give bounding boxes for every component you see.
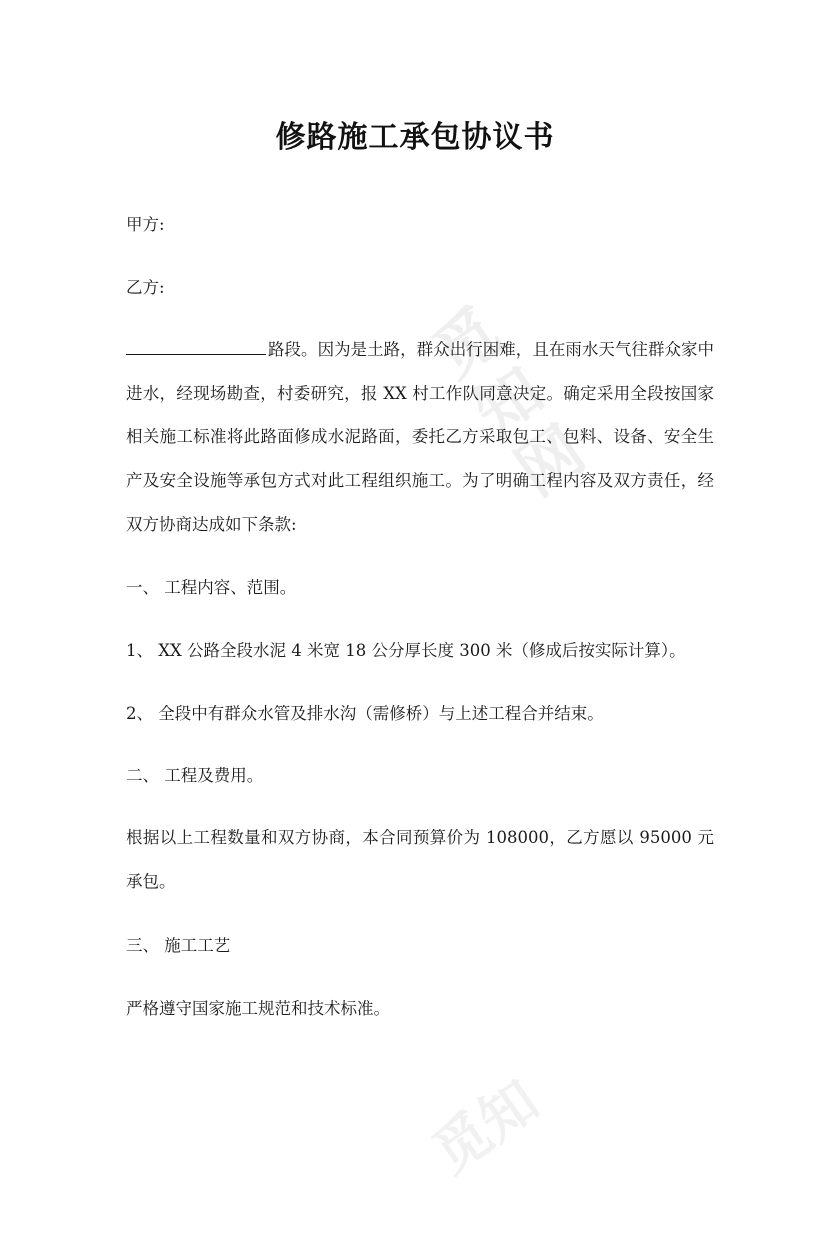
document-title: 修路施工承包协议书 bbox=[275, 120, 555, 155]
section-3-heading: 三、 施工工艺 bbox=[126, 936, 231, 955]
section-1-heading: 一、 工程内容、范围。 bbox=[126, 578, 297, 597]
road-name-blank bbox=[126, 338, 266, 355]
watermark: 觅 知 网 bbox=[420, 295, 599, 511]
intro-paragraph bbox=[126, 328, 714, 547]
item-2: 2、 全段中有群众水管及排水沟（需修桥）与上述工程合并结束。 bbox=[126, 704, 604, 723]
intro-text: 路段。因为是土路，群众出行困难，且在雨水天气往群众家中进水，经现场勘查，村委研究，报 XX 村工作队同意决定。确定采用全段按国家相关施工标准将此路面修成水泥路面，委托乙方采取包工、包料、设备、安全生产及安全设施等承包方式对此工程组织施工。为了明确工程内容及双方责任，经双方协商达成如下条款: bbox=[126, 340, 714, 534]
section-2-body: 根据以上工程数量和双方协商，本合同预算价为 108000，乙方愿以 95000 元承包。 bbox=[126, 828, 714, 891]
item-1: 1、 XX 公路全段水泥 4 米宽 18 公分厚长度 300 米（修成后按实际计算）。 bbox=[126, 641, 686, 660]
watermark: 觅知 bbox=[421, 1068, 551, 1187]
section-2-heading: 二、 工程及费用。 bbox=[126, 766, 264, 785]
party-a-label: 甲方: bbox=[126, 215, 165, 234]
party-b-label: 乙方: bbox=[126, 278, 165, 297]
section-3-body: 严格遵守国家施工规范和技术标准。 bbox=[126, 999, 390, 1018]
